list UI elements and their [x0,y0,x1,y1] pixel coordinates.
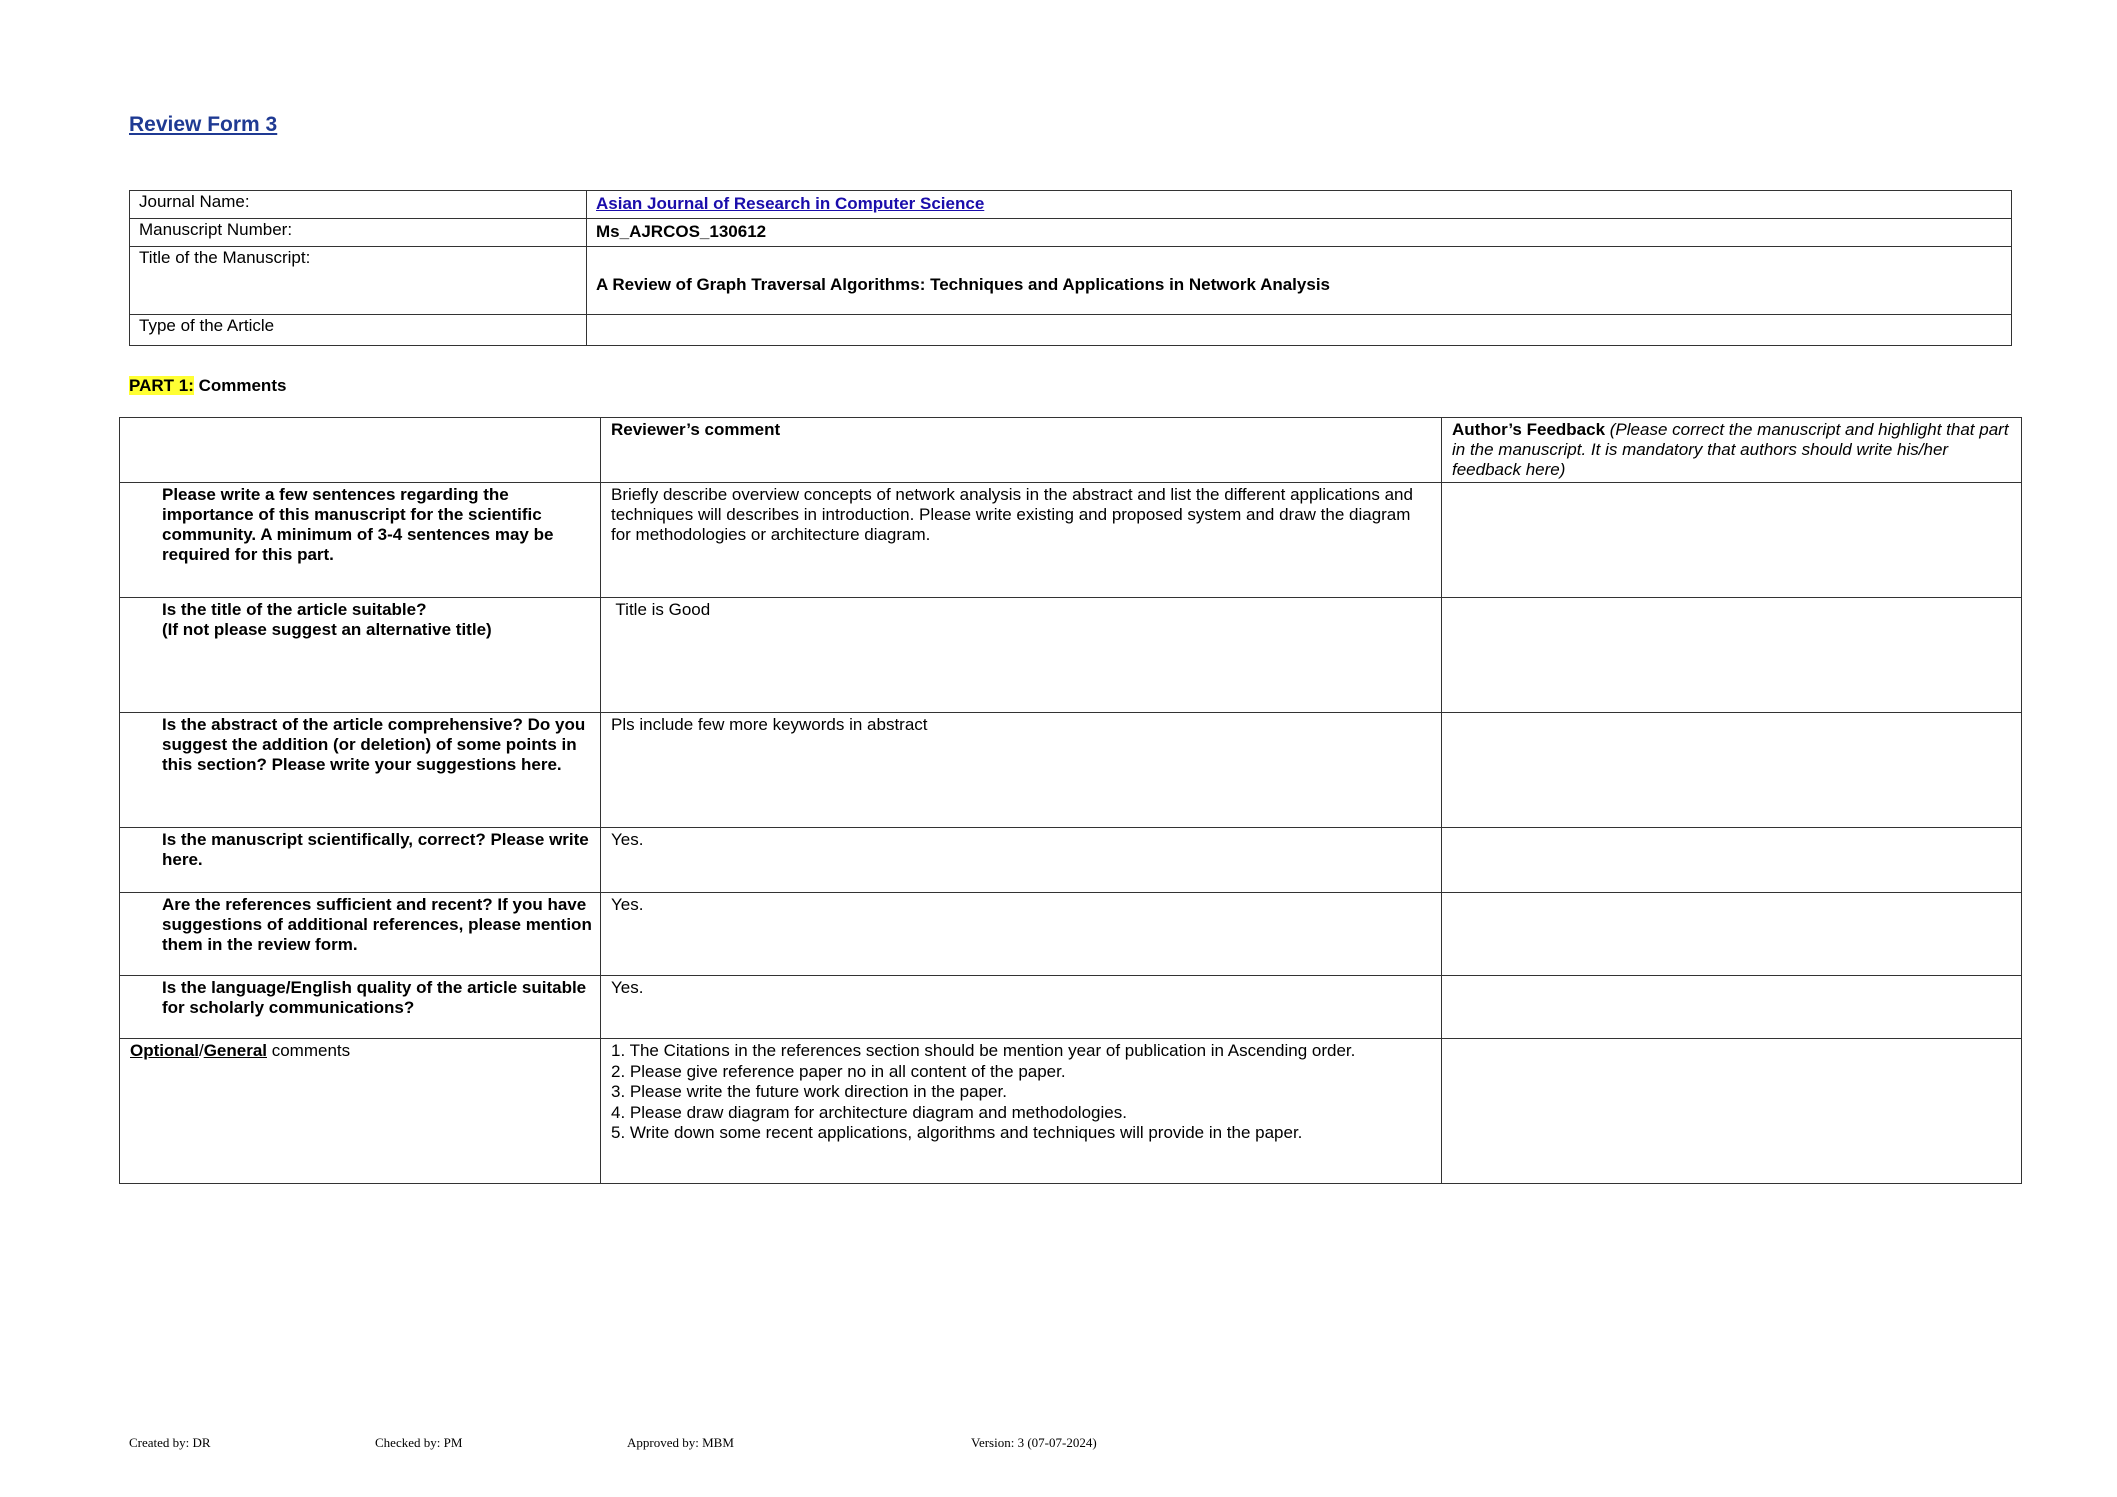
reviewer-comment-cell: Title is Good [601,598,1442,713]
footer-created: Created by: DR [129,1435,211,1450]
comment-row [120,483,2022,598]
comment-row [120,893,2022,976]
question-header-cell [120,418,601,483]
manuscript-info-table [129,190,2012,346]
form-title[interactable]: Review Form 3 [129,113,278,136]
reviewer-comment-cell: Pls include few more keywords in abstract [601,713,1442,828]
question-line: Is the title of the article suitable? [162,600,427,619]
optional-label-rest: comments [267,1041,351,1060]
optional-comment-item: 1. The Citations in the references section should be mention year of publication in Ascending order. [611,1041,1356,1060]
article-type-row [130,315,2012,346]
author-feedback-cell[interactable] [1442,713,2022,828]
reviewer-comment-cell: Yes. [601,976,1442,1039]
question-cell [120,598,601,713]
comment-row [120,598,2022,713]
comments-header-row [120,418,2022,483]
manuscript-title-label: Title of the Manuscript: [130,247,587,315]
optional-feedback-cell[interactable] [1442,1039,2022,1184]
reviewer-comment-cell: Briefly describe overview concepts of network analysis in the abstract and list the different applications and techniques will describes in introduction. Please write existing and proposed system and draw the diagram for methodologies or architecture diagram. [601,483,1442,598]
author-feedback-header-title: Author’s Feedback [1452,420,1606,439]
part1-heading [129,376,286,396]
comment-row [120,976,2022,1039]
part1-suffix: Comments [193,376,287,395]
footer-checked: Checked by: PM [375,1435,463,1450]
comment-row [120,828,2022,893]
reviewer-comment-cell: Yes. [601,828,1442,893]
question-cell: Is the language/English quality of the article suitable for scholarly communications? [120,976,601,1039]
question-line: (If not please suggest an alternative title) [162,620,492,639]
footer-approved: Approved by: MBM [627,1435,734,1450]
author-feedback-header-note: (Please correct the manuscript and highlight that part in the manuscript. It is mandatory that authors should write his/her feedback here) [1452,420,2009,479]
article-type-value [587,315,2012,346]
manuscript-title-row [130,247,2012,315]
author-feedback-header [1442,418,2022,483]
comments-table [119,417,2022,1184]
question-cell: Are the references sufficient and recent? If you have suggestions of additional references, please mention them in the review form. [120,893,601,976]
footer-version: Version: 3 (07-07-2024) [971,1435,1097,1450]
author-feedback-cell[interactable] [1442,598,2022,713]
journal-link[interactable]: Asian Journal of Research in Computer Science [596,194,985,213]
optional-comment-item: 4. Please draw diagram for architecture diagram and methodologies. [611,1102,1127,1122]
optional-comments-list [601,1039,1442,1184]
author-feedback-cell[interactable] [1442,893,2022,976]
journal-row [130,191,2012,219]
journal-label: Journal Name: [130,191,587,219]
optional-comments-row [120,1039,2022,1184]
manuscript-title-value: A Review of Graph Traversal Algorithms: Techniques and Applications in Network Analysis [587,247,2012,315]
journal-value [587,191,2012,219]
author-feedback-cell[interactable] [1442,828,2022,893]
general-label-part: General [203,1041,267,1060]
optional-label-sep: / [198,1041,204,1060]
question-cell: Please write a few sentences regarding the importance of this manuscript for the scientific community. A minimum of 3-4 sentences may be required for this part. [120,483,601,598]
optional-label-part: Optional [130,1041,199,1060]
author-feedback-cell[interactable] [1442,483,2022,598]
manuscript-number-label: Manuscript Number: [130,219,587,247]
optional-comment-item: 3. Please write the future work direction in the paper. [611,1082,1007,1101]
article-type-label: Type of the Article [130,315,587,346]
reviewer-comment-header: Reviewer’s comment [601,418,1442,483]
question-cell: Is the abstract of the article comprehensive? Do you suggest the addition (or deletion) of some points in this section? Please write your suggestions here. [120,713,601,828]
author-feedback-cell[interactable] [1442,976,2022,1039]
reviewer-comment-cell: Yes. [601,893,1442,976]
part1-label: PART 1: [129,376,194,395]
optional-comment-item: 5. Write down some recent applications, algorithms and techniques will provide in the paper. [611,1123,1303,1142]
manuscript-number-value: Ms_AJRCOS_130612 [587,219,2012,247]
manuscript-number-row [130,219,2012,247]
optional-comments-label [120,1039,601,1184]
comment-row [120,713,2022,828]
question-cell: Is the manuscript scientifically, correct? Please write here. [120,828,601,893]
optional-comment-item: 2. Please give reference paper no in all content of the paper. [611,1061,1066,1081]
